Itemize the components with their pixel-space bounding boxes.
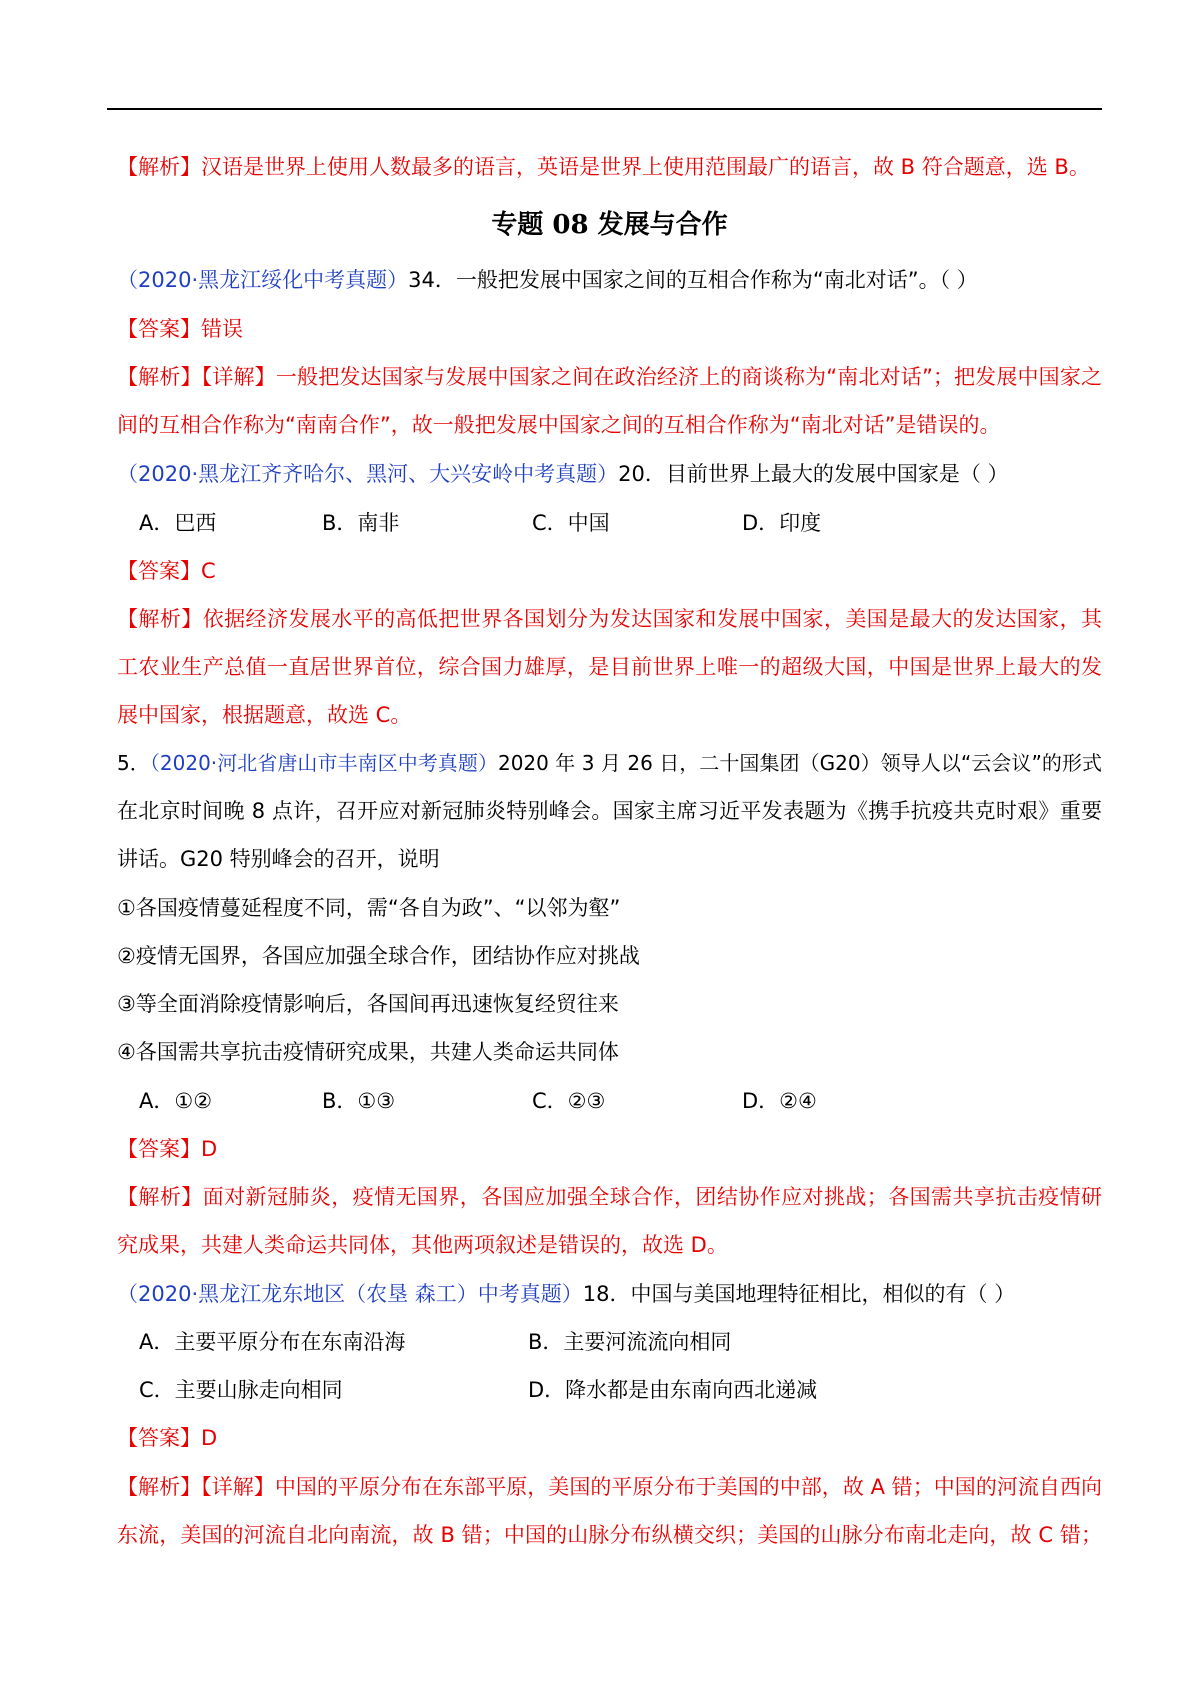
question-2-stem [117, 459, 1102, 489]
question-2-answer [117, 556, 1102, 586]
question-3-stem-line-3: 讲话。G20 特别峰会的召开，说明 [117, 847, 440, 871]
question-3-stem-line-1 [117, 748, 1102, 778]
question-text: 34．一般把发展中国家之间的互相合作称为“南北对话”。（ ） [408, 268, 978, 292]
top-analysis [117, 152, 1102, 182]
answer-label: 【答案】 [117, 1137, 201, 1161]
question-source: （2020·黑龙江齐齐哈尔、黑河、大兴安岭中考真题） [117, 462, 619, 486]
question-2-analysis-line-3: 展中国家，根据题意，故选 C。 [117, 703, 412, 727]
question-text: 18．中国与美国地理特征相比，相似的有（ ） [582, 1282, 1016, 1306]
question-4-answer [117, 1423, 1102, 1453]
analysis-text: 面对新冠肺炎，疫情无国界，各国应加强全球合作，团结协作应对挑战；各国需共享抗击疫情研 [202, 1185, 1103, 1209]
option-d: D．印度 [742, 511, 822, 535]
statement-4: ④各国需共享抗击疫情研究成果，共建人类命运共同体 [117, 1040, 619, 1064]
option-c: C．主要山脉走向相同 [139, 1378, 343, 1402]
option-a: A．主要平原分布在东南沿海 [139, 1330, 406, 1354]
analysis-label: 【解析】【详解】 [117, 365, 276, 389]
question-source: （2020·河北省唐山市丰南区中考真题） [149, 751, 498, 775]
question-4-analysis-line-2: 东流，美国的河流自北向南流，故 B 错；中国的山脉分布纵横交织；美国的山脉分布南北走向，故 C 错； [117, 1523, 1102, 1547]
analysis-label: 【解析】 [117, 1185, 203, 1209]
analysis-label: 【解析】 [117, 155, 201, 179]
question-text: 20．目前世界上最大的发展中国家是（ ） [618, 462, 1009, 486]
question-3-analysis-line-2: 究成果，共建人类命运共同体，其他两项叙述是错误的，故选 D。 [117, 1233, 728, 1257]
question-1-analysis-line-1 [117, 362, 1102, 392]
option-b: B．主要河流流向相同 [528, 1330, 732, 1354]
question-1-stem [117, 265, 1102, 295]
question-4-analysis-line-1 [117, 1472, 1102, 1502]
option-c: C．中国 [532, 511, 610, 535]
analysis-text: 中国的平原分布在东部平原，美国的平原分布于美国的中部，故 A 错；中国的河流自西向 [274, 1475, 1103, 1499]
question-1-answer [117, 314, 1102, 344]
question-2-analysis-line-2: 工农业生产总值一直居世界首位，综合国力雄厚，是目前世界上唯一的超级大国，中国是世界上最大的发 [117, 655, 1102, 679]
answer-value: C [201, 559, 216, 583]
question-1-analysis-line-2: 间的互相合作称为“南南合作”，故一般把发展中国家之间的互相合作称为“南北对话”是错误的。 [117, 413, 1001, 437]
question-text: 2020 年 3 月 26 日，二十国集团（G20）领导人以“云会议”的形式 [497, 751, 1103, 775]
statement-2: ②疫情无国界，各国应加强全球合作，团结协作应对挑战 [117, 944, 640, 968]
analysis-text: 依据经济发展水平的高低把世界各国划分为发达国家和发展中国家，美国是最大的发达国家，其 [202, 607, 1103, 631]
statement-3: ③等全面消除疫情影响后，各国间再迅速恢复经贸往来 [117, 992, 619, 1016]
statement-1: ①各国疫情蔓延程度不同，需“各自为政”、“以邻为壑” [117, 896, 621, 920]
answer-value: D [201, 1137, 218, 1161]
option-b: B．①③ [322, 1089, 396, 1113]
option-d: D．降水都是由东南向西北递减 [528, 1378, 818, 1402]
answer-label: 【答案】 [117, 317, 201, 341]
header-rule [107, 108, 1102, 110]
analysis-text: 一般把发达国家与发展中国家之间在政治经济上的商谈称为“南北对话”；把发展中国家之 [275, 365, 1103, 389]
answer-value: D [201, 1426, 218, 1450]
question-source: （2020·黑龙江绥化中考真题） [117, 268, 409, 292]
analysis-text: 汉语是世界上使用人数最多的语言，英语是世界上使用范围最广的语言，故 B 符合题意，选 B。 [201, 155, 1090, 179]
question-2-analysis-line-1 [117, 604, 1102, 634]
question-3-answer [117, 1134, 1102, 1164]
answer-label: 【答案】 [117, 559, 201, 583]
question-3-analysis-line-1 [117, 1182, 1102, 1212]
analysis-label: 【解析】 [117, 607, 203, 631]
question-number: 5． [117, 751, 150, 775]
question-source: （2020·黑龙江龙东地区（农垦 森工）中考真题） [117, 1282, 583, 1306]
question-3-stem-line-2: 在北京时间晚 8 点许，召开应对新冠肺炎特别峰会。国家主席习近平发表题为《携手抗疫共克时艰》重要 [117, 799, 1102, 823]
option-b: B．南非 [322, 511, 400, 535]
option-a: A．①② [139, 1089, 213, 1113]
option-d: D．②④ [742, 1089, 817, 1113]
analysis-label: 【解析】【详解】 [117, 1475, 275, 1499]
option-c: C．②③ [532, 1089, 606, 1113]
answer-label: 【答案】 [117, 1426, 201, 1450]
section-title: 专题 08 发展与合作 [491, 210, 728, 240]
answer-value: 错误 [201, 317, 243, 341]
question-4-stem [117, 1279, 1102, 1309]
option-a: A．巴西 [139, 511, 217, 535]
